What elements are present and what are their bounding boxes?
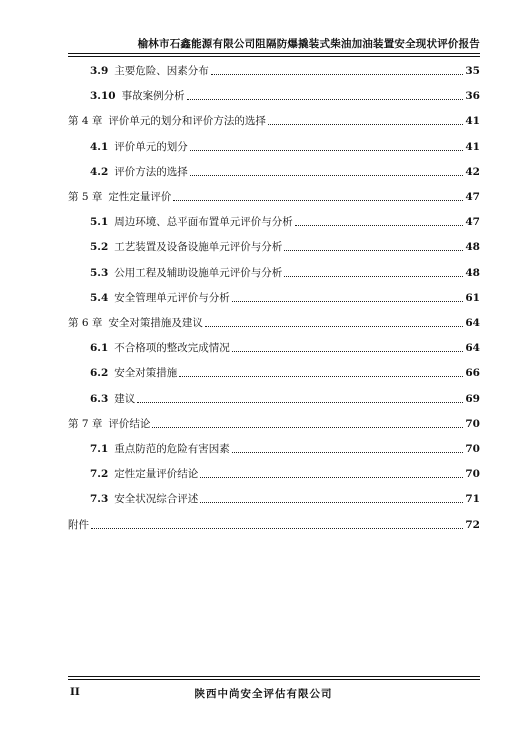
toc-entry-number: 第 7 章 [68, 417, 103, 430]
toc-entry-page: 41 [465, 115, 480, 128]
toc-entry-page: 48 [465, 266, 480, 279]
footer-page-number: II [70, 686, 80, 698]
toc-entry-title: 事故案例分析 [121, 90, 185, 103]
toc-dot-leader [284, 276, 463, 277]
toc-entry-number: 第 6 章 [68, 317, 103, 329]
toc-chapter-entry[interactable] [68, 112, 480, 128]
toc-entry-page: 64 [465, 317, 480, 329]
toc-dot-leader [232, 452, 464, 453]
toc-entry-number: 6.2 [90, 367, 109, 380]
toc-section-entry[interactable] [90, 289, 480, 305]
toc-section-entry[interactable] [90, 87, 480, 103]
toc-section-entry[interactable] [90, 138, 480, 154]
toc-section-entry[interactable] [90, 440, 480, 456]
footer-rule [68, 679, 480, 680]
toc-entry-page: 71 [465, 493, 480, 506]
footer-rule-inner [68, 676, 480, 677]
toc-entry-page: 36 [465, 90, 480, 103]
toc-section-entry[interactable] [90, 390, 480, 406]
toc-section-entry[interactable] [90, 490, 480, 506]
toc-entry-title: 安全对策措施及建议 [108, 317, 203, 329]
toc-entry-number: 3.9 [90, 65, 109, 77]
toc-entry-number: 7.2 [90, 468, 109, 481]
toc-entry-number: 5.4 [90, 291, 109, 304]
toc-section-entry[interactable] [90, 213, 480, 229]
header-rule [68, 53, 480, 54]
toc-entry-page: 42 [465, 165, 480, 178]
toc-entry-number: 5.2 [90, 241, 109, 254]
toc-entry-number: 4.2 [90, 165, 109, 178]
toc-dot-leader [190, 175, 464, 176]
toc-entry-title: 定性定量评价 [108, 191, 172, 203]
toc-entry-title: 不合格项的整改完成情况 [114, 342, 230, 355]
toc-entry-number: 5.1 [90, 216, 109, 229]
toc-dot-leader [205, 326, 464, 327]
toc-entry-title: 评价单元的划分 [114, 140, 188, 153]
toc-dot-leader [190, 150, 464, 151]
toc-entry-number: 6.3 [90, 392, 109, 405]
toc-entry-title: 主要危险、因素分布 [114, 65, 209, 77]
toc-entry-number: 6.1 [90, 342, 109, 355]
toc-dot-leader [137, 402, 463, 403]
toc-dot-leader [179, 376, 463, 377]
toc-section-entry[interactable] [90, 339, 480, 355]
toc-entry-page: 70 [465, 443, 480, 455]
toc-entry-number: 3.10 [90, 90, 116, 103]
toc-dot-leader [295, 225, 464, 226]
toc-entry-page: 70 [465, 417, 480, 430]
toc-chapter-entry[interactable] [68, 314, 480, 330]
toc-entry-title: 评价结论 [108, 417, 151, 430]
toc-entry-page: 41 [465, 140, 480, 153]
toc-section-entry[interactable] [90, 62, 480, 78]
toc-entry-title: 重点防范的危险有害因素 [114, 443, 230, 455]
toc-entry-title: 安全对策措施 [114, 367, 178, 380]
toc-entry-page: 69 [465, 392, 480, 405]
toc-dot-leader [173, 200, 463, 201]
toc-entry-title: 评价方法的选择 [114, 165, 188, 178]
toc-section-entry[interactable] [90, 163, 480, 179]
toc-entry-title: 安全管理单元评价与分析 [114, 291, 230, 304]
toc-section-entry[interactable] [90, 364, 480, 380]
toc-entry-title: 评价单元的划分和评价方法的选择 [108, 115, 266, 128]
toc-entry-number: 7.1 [90, 443, 109, 455]
toc-entry-title: 周边环境、总平面布置单元评价与分析 [114, 216, 293, 229]
toc-entry-number: 第 4 章 [68, 115, 103, 128]
toc-section-entry[interactable] [90, 264, 480, 280]
footer-organization: 陕西中尚安全评估有限公司 [194, 688, 333, 700]
toc-chapter-entry[interactable] [68, 516, 480, 532]
toc-dot-leader [232, 301, 464, 302]
toc-entry-page: 66 [465, 367, 480, 380]
toc-dot-leader [152, 427, 463, 428]
toc-entry-page: 61 [465, 291, 480, 304]
toc-entry-page: 47 [465, 216, 480, 229]
toc-dot-leader [200, 477, 463, 478]
toc-entry-title: 公用工程及辅助设施单元评价与分析 [114, 266, 283, 279]
toc-entry-page: 48 [465, 241, 480, 254]
toc-entry-number: 5.3 [90, 266, 109, 279]
toc-entry-page: 47 [465, 191, 480, 203]
toc-section-entry[interactable] [90, 238, 480, 254]
toc-dot-leader [200, 502, 463, 503]
header-rule-inner [68, 56, 480, 57]
running-header: 榆林市石鑫能源有限公司阻隔防爆撬装式柴油加油装置安全现状评价报告 [137, 38, 480, 50]
toc-entry-page: 70 [465, 468, 480, 481]
toc-dot-leader [284, 250, 463, 251]
toc-entry-page: 64 [465, 342, 480, 355]
toc-entry-title: 定性定量评价结论 [114, 468, 199, 481]
toc-entry-title: 工艺装置及设备设施单元评价与分析 [114, 241, 283, 254]
toc-entry-number: 7.3 [90, 493, 109, 506]
toc-chapter-entry[interactable] [68, 415, 480, 431]
toc-entry-page: 72 [465, 518, 480, 531]
toc-dot-leader [232, 351, 464, 352]
toc-dot-leader [268, 124, 464, 125]
toc-entry-title: 安全状况综合评述 [114, 493, 199, 506]
toc-entry-title: 附件 [68, 518, 89, 531]
toc-entry-title: 建议 [114, 392, 136, 405]
toc-entry-number: 第 5 章 [68, 191, 103, 203]
toc-entry-page: 35 [465, 65, 480, 77]
toc-dot-leader [211, 74, 464, 75]
toc-chapter-entry[interactable] [68, 188, 480, 204]
toc-section-entry[interactable] [90, 465, 480, 481]
toc-dot-leader [187, 99, 464, 100]
toc-entry-number: 4.1 [90, 140, 109, 153]
toc-dot-leader [91, 528, 463, 529]
